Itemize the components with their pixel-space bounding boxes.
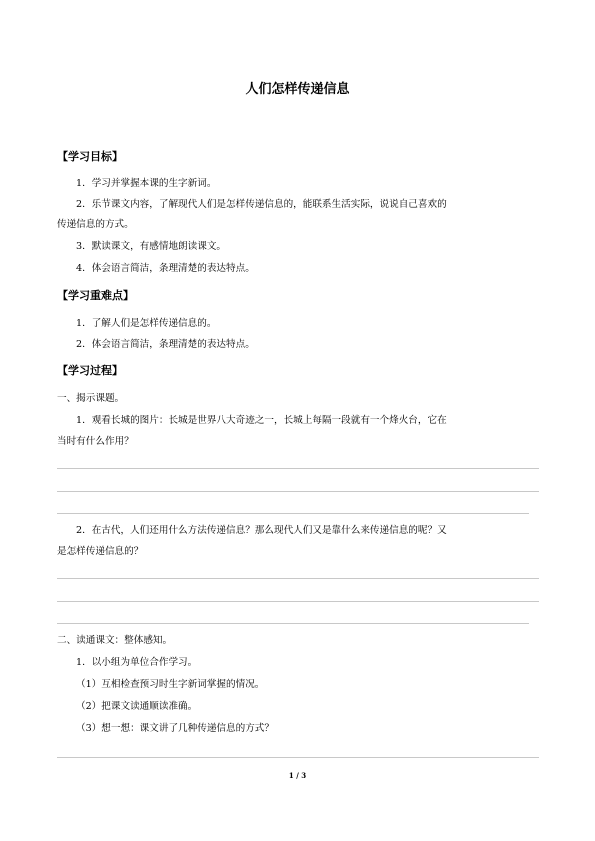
section-heading-key-points: 【学习重难点】 xyxy=(57,289,134,302)
page-number: 1 / 3 xyxy=(288,771,307,780)
question-1-line-1: 1．观看长城的图片：长城是世界八大奇迹之一，长城上每隔一段就有一个烽火台，它在 xyxy=(76,415,447,426)
part2-sub-1: （1）互相检查预习时生字新词掌握的情况。 xyxy=(76,679,265,690)
answer-line xyxy=(57,578,539,579)
question-2-line-2: 是怎样传递信息的？ xyxy=(57,546,144,557)
goal-item-2: 2．乐节课文内容，了解现代人们是怎样传递信息的，能联系生活实际，说说自己喜欢的 xyxy=(76,199,447,210)
part2-sub-3: （3）想一想：课文讲了几种传递信息的方式？ xyxy=(76,723,274,734)
goal-item-2-cont: 传递信息的方式。 xyxy=(57,219,134,230)
key-point-1: 1．了解人们是怎样传递信息的。 xyxy=(76,318,217,329)
goal-item-1: 1．学习并掌握本课的生字新词。 xyxy=(76,178,217,189)
section-heading-process: 【学习过程】 xyxy=(57,364,123,377)
document-title: 人们怎样传递信息 xyxy=(245,82,350,97)
part1-title: 一、揭示课题。 xyxy=(57,393,125,404)
answer-line xyxy=(57,601,539,602)
answer-line xyxy=(57,468,539,469)
question-2-line-1: 2．在古代，人们还用什么方法传递信息？那么现代人们又是靠什么来传递信息的呢？又 xyxy=(76,525,447,536)
goal-item-4: 4．体会语言简洁，条理清楚的表达特点。 xyxy=(76,263,255,274)
section-heading-goals: 【学习目标】 xyxy=(57,150,123,163)
answer-line xyxy=(57,513,529,514)
key-point-2: 2．体会语言简洁，条理清楚的表达特点。 xyxy=(76,339,255,350)
answer-line xyxy=(57,623,529,624)
answer-line xyxy=(57,491,539,492)
part2-title: 二、读通课文：整体感知。 xyxy=(57,635,173,646)
question-1-line-2: 当时有什么作用？ xyxy=(57,436,134,447)
part2-item-1: 1．以小组为单位合作学习。 xyxy=(76,657,198,668)
part2-sub-2: （2）把课文读通顺读准确。 xyxy=(76,701,198,712)
goal-item-3: 3．默读课文，有感情地朗读课文。 xyxy=(76,241,227,252)
answer-line xyxy=(57,757,539,758)
